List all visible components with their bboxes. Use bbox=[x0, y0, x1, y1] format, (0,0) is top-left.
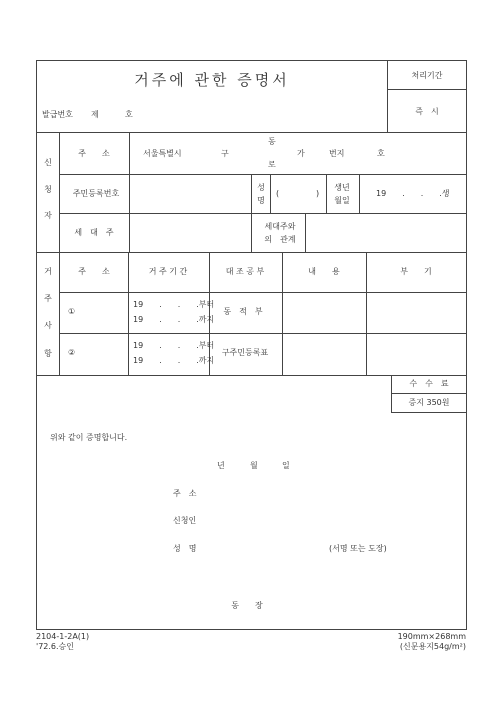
row-1-period-to: 19 . . .까지 bbox=[133, 315, 215, 324]
address-ho: 호 bbox=[377, 149, 385, 158]
signature-note: (서명 또는 도장) bbox=[329, 544, 387, 553]
applicant-row-line-2 bbox=[59, 213, 467, 214]
column-header-period: 거 주 기 간 bbox=[148, 267, 188, 276]
date-month: 월 bbox=[250, 461, 258, 470]
residence-col-line-3 bbox=[282, 252, 283, 375]
header-bottom-line bbox=[36, 132, 467, 133]
processing-divider bbox=[387, 89, 467, 90]
frame-left-border bbox=[36, 60, 37, 630]
issuer-title: 동 장 bbox=[231, 601, 263, 610]
name-label-char-2: 명 bbox=[257, 196, 265, 205]
resident-number-label: 주민등록번호 bbox=[72, 189, 120, 198]
row-2-period-to: 19 . . .까지 bbox=[133, 356, 215, 365]
header-divider bbox=[387, 60, 388, 132]
column-header-address: 주 소 bbox=[78, 267, 110, 276]
date-day: 일 bbox=[282, 461, 290, 470]
relation-label-line bbox=[305, 213, 306, 252]
residence-header-line bbox=[59, 292, 467, 293]
applicant-label-char-1: 신 bbox=[44, 158, 52, 167]
date-year: 년 bbox=[217, 461, 225, 470]
residence-label-char-4: 항 bbox=[44, 349, 52, 358]
column-header-register: 대 조 공 부 bbox=[225, 267, 265, 276]
row-2-register: 구주민등록표 bbox=[221, 348, 269, 357]
name-paren-open: ( bbox=[276, 189, 280, 198]
address-ro: 로 bbox=[268, 160, 276, 169]
document-title: 거주에 관한 증명서 bbox=[134, 71, 290, 89]
row-2-number: ② bbox=[68, 348, 76, 357]
residence-label-char-1: 거 bbox=[44, 267, 52, 276]
address-gu: 구 bbox=[221, 149, 229, 158]
paper-spec: (신문용지54g/m²) bbox=[399, 642, 466, 651]
residence-row-line bbox=[59, 333, 467, 334]
name-paren-close: ) bbox=[316, 189, 320, 198]
applicant-label-char-2: 청 bbox=[44, 185, 52, 194]
residence-label-char-2: 주 bbox=[44, 294, 52, 303]
approval-date: '72.6.승인 bbox=[36, 642, 75, 651]
applicant-label: 신청인 bbox=[173, 516, 197, 525]
row-1-register: 동 적 부 bbox=[223, 307, 263, 316]
frame-right-border bbox=[466, 60, 467, 630]
issue-number-ho: 호 bbox=[125, 110, 133, 119]
fee-label: 수 수 료 bbox=[409, 379, 449, 388]
address-ga: 가 bbox=[297, 149, 305, 158]
birth-label-line-left bbox=[326, 174, 327, 213]
applicant-label-column-line bbox=[129, 132, 130, 252]
applicant-label-char-3: 자 bbox=[44, 211, 52, 220]
frame-top-border bbox=[36, 60, 467, 61]
birth-date-value: 19 . . .생 bbox=[376, 189, 450, 198]
address-beonji: 번지 bbox=[329, 149, 345, 158]
frame-bottom-border bbox=[36, 629, 467, 630]
applicant-bottom-line bbox=[36, 252, 467, 253]
name-label-line-right bbox=[270, 174, 271, 213]
fee-box-bottom bbox=[391, 412, 467, 413]
form-code: 2104-1-2A(1) bbox=[36, 632, 90, 641]
applicant-name-label: 성 명 bbox=[173, 544, 197, 553]
address-city: 서울특별시 bbox=[143, 149, 182, 158]
applicant-row-line-1 bbox=[59, 174, 467, 175]
processing-period-value: 즉 시 bbox=[415, 107, 439, 116]
residence-label-char-3: 사 bbox=[44, 321, 52, 330]
applicant-address-label: 주 소 bbox=[173, 489, 197, 498]
birth-label-line-right bbox=[359, 174, 360, 213]
row-1-period-from: 19 . . .부터 bbox=[133, 300, 215, 309]
relation-label-line-1: 세대주와 bbox=[264, 222, 296, 231]
processing-period-label: 처리기간 bbox=[411, 71, 443, 80]
certification-statement: 위와 같이 증명합니다. bbox=[50, 433, 128, 442]
column-header-remarks: 부 기 bbox=[400, 267, 432, 276]
row-1-number: ① bbox=[68, 307, 76, 316]
section-label-column-line bbox=[59, 132, 60, 375]
address-dong: 동 bbox=[268, 137, 276, 146]
residence-bottom-line bbox=[36, 375, 467, 376]
name-label-char-1: 성 bbox=[257, 183, 265, 192]
birth-label-line-2: 월일 bbox=[334, 196, 350, 205]
name-label-line-left bbox=[251, 174, 252, 252]
residence-col-line-1 bbox=[128, 252, 129, 375]
issue-number-je: 제 bbox=[91, 110, 99, 119]
fee-box-divider bbox=[391, 393, 467, 394]
form-size: 190mm×268mm bbox=[397, 632, 466, 641]
residence-col-line-4 bbox=[366, 252, 367, 375]
householder-label: 세 대 주 bbox=[74, 228, 114, 237]
column-header-content: 내 용 bbox=[308, 267, 340, 276]
row-2-period-from: 19 . . .부터 bbox=[133, 341, 215, 350]
birth-label-line-1: 생년 bbox=[334, 183, 350, 192]
fee-value: 증지 350원 bbox=[408, 398, 450, 407]
address-label: 주 소 bbox=[78, 149, 110, 158]
issue-number-label: 발급번호 bbox=[42, 110, 73, 119]
relation-label-line-2: 의 관계 bbox=[264, 235, 296, 244]
